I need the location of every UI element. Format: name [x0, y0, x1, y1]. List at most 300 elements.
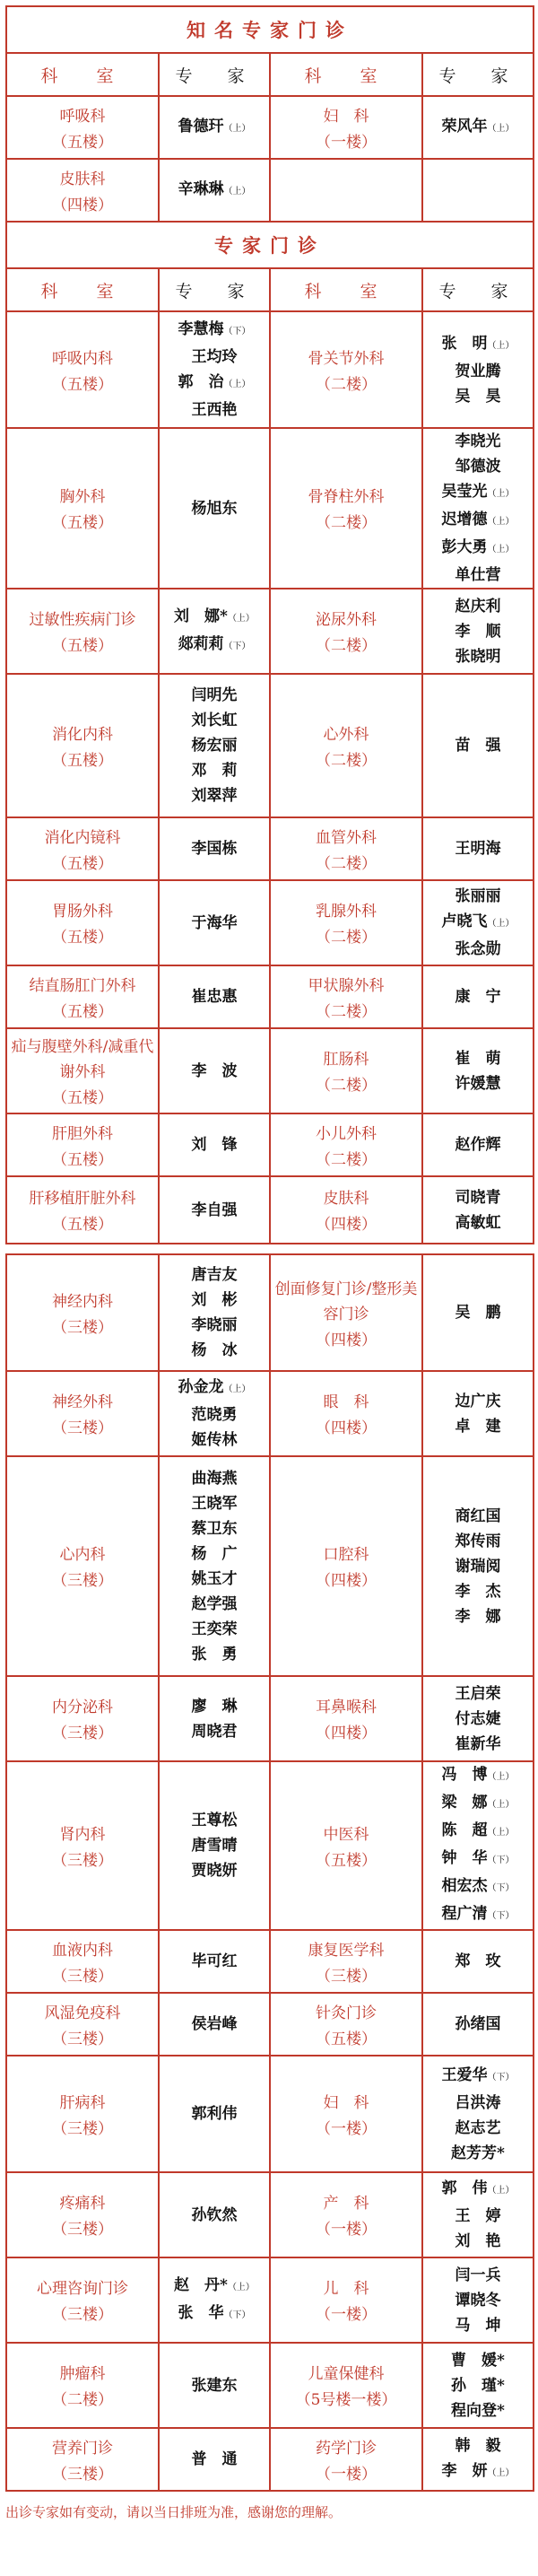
doctor-name: 李 妍 — [441, 2461, 488, 2480]
doctor-name: 边广庆 — [455, 1392, 501, 1410]
dept-cell — [6, 2428, 159, 2491]
dept-cell — [6, 2056, 159, 2172]
dept-name: 神经内科 — [52, 1292, 113, 1311]
dept-floor: （一楼） — [316, 2221, 377, 2239]
doctor-entry — [425, 2091, 531, 2116]
doctor-name: 蔡卫东 — [191, 1519, 238, 1538]
table-row — [6, 817, 534, 880]
doctor-name: 贺业腾 — [455, 362, 501, 380]
doctor-entry — [161, 370, 267, 397]
doctor-name: 吕洪涛 — [455, 2093, 501, 2112]
dept-cell — [270, 1456, 422, 1676]
doctor-entry — [425, 984, 531, 1009]
doctor-name: 彭大勇 — [441, 538, 488, 556]
doctor-name: 范晓勇 — [191, 1406, 238, 1424]
dept-name: 肝胆外科 — [52, 1124, 113, 1143]
table-row — [6, 674, 534, 817]
table-row — [6, 1254, 534, 1371]
doctor-name: 郭 伟 — [441, 2179, 488, 2197]
dept-floor: （五楼） — [52, 1089, 113, 1107]
doctor-name: 侯岩峰 — [191, 2015, 238, 2033]
famous-expert-title: 知名专家门诊 — [6, 6, 534, 53]
dept-floor: （四楼） — [316, 1331, 377, 1349]
doctor-name: 赵庆利 — [455, 597, 501, 616]
doctor-entry — [161, 911, 267, 936]
doctor-name: 单仕营 — [455, 566, 501, 584]
doctor-cell — [422, 2172, 534, 2257]
dept-cell — [270, 1254, 422, 1371]
doctor-entry — [425, 836, 531, 861]
doctor-entry — [425, 2063, 531, 2091]
doctor-entry — [425, 1818, 531, 1846]
doctor-entry — [161, 1402, 267, 1428]
doctor-name: 梁 娜 — [441, 1794, 488, 1812]
doctor-name: 迟增德 — [441, 511, 488, 528]
dept-floor: （五楼） — [316, 1851, 377, 1870]
dept-cell — [270, 159, 422, 222]
doctor-cell — [159, 2343, 270, 2428]
dept-cell — [6, 2343, 159, 2428]
doctor-cell — [159, 2428, 270, 2491]
doctor-name: 贾晓妍 — [191, 1862, 238, 1880]
dept-cell — [270, 880, 422, 965]
dept-cell — [6, 96, 159, 159]
dept-cell — [6, 2257, 159, 2343]
table-row — [6, 311, 534, 428]
doctor-entry — [161, 1313, 267, 1338]
dept-name: 呼吸内科 — [52, 349, 113, 368]
doctor-entry — [425, 1873, 531, 1901]
dept-floor: （四楼） — [316, 1216, 377, 1234]
doctor-name: 张 华 — [178, 2303, 224, 2322]
doctor-name: 孙绪国 — [455, 2015, 501, 2033]
dept-name: 儿 科 — [323, 2280, 369, 2298]
session-note: （上） — [223, 380, 251, 389]
doctor-entry — [161, 496, 267, 521]
dept-name: 血液内科 — [52, 1941, 113, 1960]
doctor-cell — [159, 159, 270, 222]
dept-floor: （三楼） — [52, 1419, 113, 1437]
dept-floor: （三楼） — [316, 1967, 377, 1986]
doctor-entry — [161, 604, 267, 632]
session-note: （下） — [223, 327, 251, 336]
doctor-cell — [159, 2257, 270, 2343]
dept-name: 血管外科 — [316, 828, 377, 847]
header-expert: 专 家 — [422, 268, 534, 311]
doctor-name: 李 波 — [191, 1061, 238, 1080]
dept-floor: （二楼） — [316, 751, 377, 770]
doctor-entry — [161, 2301, 267, 2328]
dept-cell — [270, 1028, 422, 1113]
dept-name: 妇 科 — [323, 107, 369, 126]
doctor-cell — [159, 880, 270, 965]
dept-floor: （四楼） — [316, 1572, 377, 1590]
dept-floor: （三楼） — [52, 1725, 113, 1742]
table-row — [6, 2428, 534, 2491]
dept-cell — [270, 2343, 422, 2428]
doctor-entry — [425, 1604, 531, 1629]
dept-name: 小儿外科 — [316, 1124, 377, 1143]
doctor-entry — [425, 909, 531, 937]
doctor-name: 张晓明 — [455, 647, 501, 666]
doctor-entry — [161, 1428, 267, 1453]
dept-name: 骨脊柱外科 — [308, 488, 385, 506]
dept-floor: （三楼） — [52, 1318, 113, 1337]
dept-name: 胸外科 — [59, 488, 106, 506]
header-dept: 科 室 — [6, 53, 159, 96]
dept-cell — [270, 817, 422, 880]
doctor-entry — [425, 1846, 531, 1873]
doctor-entry — [425, 2204, 531, 2229]
session-note: （上） — [223, 186, 251, 196]
doctor-entry — [425, 2141, 531, 2166]
dept-floor: （二楼） — [316, 929, 377, 947]
doctor-name: 于海华 — [191, 913, 238, 932]
doctor-cell — [159, 1676, 270, 1761]
doctor-entry — [425, 1579, 531, 1604]
dept-floor: （五楼） — [52, 1150, 113, 1169]
dept-cell — [6, 1254, 159, 1371]
doctor-entry — [425, 1071, 531, 1096]
doctor-name: 赵志艺 — [455, 2118, 501, 2137]
doctor-name: 卓 建 — [455, 1417, 501, 1436]
doctor-name: 程向登* — [451, 2401, 505, 2420]
doctor-name: 张 明 — [441, 334, 488, 353]
doctor-entry — [425, 1707, 531, 1732]
doctor-entry — [425, 2288, 531, 2313]
doctor-entry — [425, 331, 531, 359]
dept-cell — [6, 1993, 159, 2056]
doctor-name: 崔新华 — [455, 1734, 501, 1753]
header-expert: 专 家 — [159, 53, 270, 96]
doctor-name: 赵 丹* — [174, 2275, 228, 2294]
doctor-entry — [425, 535, 531, 563]
doctor-cell — [422, 1028, 534, 1113]
dept-name: 泌尿外科 — [316, 611, 377, 629]
doctor-name: 李慧梅 — [178, 320, 224, 338]
doctor-name: 赵作辉 — [455, 1136, 501, 1154]
dept-floor: （五楼） — [316, 2030, 377, 2048]
doctor-entry — [425, 1901, 531, 1929]
doctor-entry — [425, 1554, 531, 1579]
doctor-cell — [159, 1761, 270, 1930]
dept-cell — [270, 311, 422, 428]
dept-cell — [6, 817, 159, 880]
dept-cell — [6, 589, 159, 674]
doctor-name: 程广清 — [441, 1905, 488, 1923]
doctor-entry — [425, 1504, 531, 1529]
famous-header-row — [6, 53, 534, 96]
table-row — [6, 1028, 534, 1113]
doctor-entry — [161, 2273, 267, 2301]
doctor-name: 廖 琳 — [191, 1697, 238, 1716]
dept-cell — [270, 1761, 422, 1930]
dept-name: 甲状腺外科 — [308, 976, 385, 995]
doctor-name: 姬传林 — [191, 1431, 238, 1449]
dept-floor: （五楼） — [52, 514, 113, 532]
expert-clinic-title: 专家门诊 — [6, 222, 534, 268]
doctor-entry — [425, 479, 531, 507]
doctor-name: 王爱华 — [441, 2065, 488, 2084]
dept-floor: （二楼） — [316, 375, 377, 394]
doctor-name: 苗 强 — [455, 737, 501, 755]
doctor-entry — [161, 758, 267, 783]
doctor-entry — [425, 2373, 531, 2398]
doctor-name: 张 勇 — [191, 1645, 238, 1663]
doctor-cell — [159, 1028, 270, 1113]
doctor-cell — [422, 1456, 534, 1676]
doctor-entry — [425, 454, 531, 479]
doctor-entry — [425, 1762, 531, 1790]
dept-name: 消化内科 — [52, 725, 113, 744]
table-row — [6, 159, 534, 222]
dept-floor: （三楼） — [52, 2030, 113, 2048]
doctor-cell — [159, 1930, 270, 1993]
doctor-entry — [161, 1833, 267, 1858]
doctor-cell — [159, 1993, 270, 2056]
session-note: （上） — [227, 2282, 255, 2292]
dept-cell — [270, 1676, 422, 1761]
doctor-cell — [422, 1254, 534, 1371]
session-note: （上） — [487, 340, 515, 351]
doctor-entry — [161, 733, 267, 758]
doctor-entry — [425, 733, 531, 758]
doctor-name: 郑传雨 — [455, 1532, 501, 1550]
doctor-name: 唐吉友 — [191, 1266, 238, 1284]
dept-cell — [6, 965, 159, 1028]
doctor-entry — [425, 2116, 531, 2141]
dept-name: 消化内镜科 — [44, 828, 121, 847]
doctor-name: 谭晓冬 — [455, 2291, 501, 2310]
session-note: （下） — [487, 1856, 515, 1865]
doctor-cell — [422, 817, 534, 880]
doctor-name: 杨旭东 — [191, 499, 238, 518]
table-row — [6, 880, 534, 965]
session-note: （下） — [487, 1911, 515, 1921]
doctor-name: 姚玉才 — [191, 1569, 238, 1588]
doctor-entry — [425, 594, 531, 619]
doctor-name: 吴莹光 — [441, 483, 488, 501]
session-note: （上） — [223, 123, 251, 134]
doctor-name: 刘长虹 — [191, 712, 238, 729]
doctor-entry — [161, 114, 267, 142]
dept-cell — [6, 1371, 159, 1456]
dept-name: 心内科 — [59, 1546, 106, 1564]
doctor-name: 张念勋 — [455, 940, 501, 958]
dept-name: 皮肤科 — [59, 170, 106, 188]
doctor-entry — [161, 783, 267, 808]
doctor-entry — [161, 984, 267, 1009]
doctor-entry — [425, 884, 531, 909]
table-row — [6, 1993, 534, 2056]
dept-cell — [6, 428, 159, 589]
doctor-entry — [161, 1541, 267, 1567]
doctor-name: 郭 治 — [178, 373, 224, 391]
doctor-cell — [422, 674, 534, 817]
doctor-entry — [161, 683, 267, 708]
doctor-name: 谢瑞阅 — [455, 1557, 501, 1576]
doctor-entry — [425, 2458, 531, 2486]
doctor-cell — [159, 428, 270, 589]
doctor-cell — [422, 1993, 534, 2056]
session-note: （上） — [487, 123, 515, 134]
doctor-cell — [422, 2428, 534, 2491]
doctor-name: 冯 博 — [441, 1766, 488, 1784]
doctor-name: 王晓军 — [191, 1494, 238, 1513]
dept-name: 营养门诊 — [52, 2439, 113, 2458]
dept-name: 中医科 — [323, 1825, 369, 1844]
session-note: （上） — [487, 489, 515, 499]
table-row — [6, 1930, 534, 1993]
doctor-cell — [159, 1254, 270, 1371]
table-row — [6, 965, 534, 1028]
table-row — [6, 2257, 534, 2343]
doctor-entry — [425, 1300, 531, 1325]
doctor-name: 李晓丽 — [191, 1316, 238, 1334]
dept-name: 风湿免疫科 — [44, 2004, 121, 2022]
dept-cell — [270, 674, 422, 817]
doctor-name: 张丽丽 — [455, 887, 501, 905]
doctor-entry — [425, 619, 531, 644]
doctor-entry — [425, 1529, 531, 1554]
dept-cell — [270, 2056, 422, 2172]
doctor-entry — [425, 2012, 531, 2037]
session-note: （下） — [223, 2310, 251, 2320]
doctor-cell — [159, 311, 270, 428]
expert-clinic-table-continued — [5, 1253, 534, 2492]
doctor-entry — [161, 1491, 267, 1516]
dept-name: 心外科 — [323, 725, 369, 744]
doctor-name: 崔忠惠 — [191, 988, 238, 1006]
doctor-entry — [161, 1262, 267, 1288]
doctor-cell — [422, 96, 534, 159]
session-note: （上） — [487, 1772, 515, 1782]
dept-floor: （三楼） — [52, 2119, 113, 2138]
doctor-entry — [425, 1790, 531, 1818]
header-expert: 专 家 — [422, 53, 534, 96]
dept-cell — [270, 2172, 422, 2257]
table-row — [6, 2056, 534, 2172]
dept-cell — [270, 1113, 422, 1176]
doctor-entry — [425, 114, 531, 142]
dept-cell — [6, 1930, 159, 1993]
doctor-name: 卢晓飞 — [441, 913, 488, 930]
doctor-entry — [161, 1592, 267, 1617]
dept-floor: （三楼） — [52, 1572, 113, 1590]
doctor-cell — [422, 1930, 534, 1993]
doctor-entry — [425, 1732, 531, 1757]
doctor-entry — [425, 1046, 531, 1071]
dept-floor: （四楼） — [52, 196, 113, 214]
doctor-entry — [425, 2176, 531, 2204]
doctor-cell — [422, 589, 534, 674]
doctor-entry — [161, 177, 267, 205]
doctor-entry — [161, 2012, 267, 2037]
doctor-name: 赵学强 — [191, 1594, 238, 1613]
dept-name: 妇 科 — [323, 2093, 369, 2112]
dept-cell — [270, 1993, 422, 2056]
doctor-name: 杨 冰 — [191, 1341, 238, 1359]
doctor-name: 陈 超 — [441, 1821, 488, 1839]
dept-floor: （二楼） — [316, 1002, 377, 1021]
doctor-name: 钟 华 — [441, 1849, 488, 1867]
doctor-entry — [425, 2433, 531, 2458]
table-row — [6, 1113, 534, 1176]
doctor-cell — [159, 1456, 270, 1676]
doctor-entry — [425, 384, 531, 409]
dept-floor: （一楼） — [316, 2306, 377, 2324]
doctor-cell — [422, 428, 534, 589]
dept-name: 儿童保健科 — [308, 2365, 385, 2383]
doctor-cell — [159, 674, 270, 817]
doctor-name: 李国栋 — [191, 840, 238, 858]
dept-cell — [6, 880, 159, 965]
dept-floor: （二楼） — [316, 637, 377, 655]
dept-cell — [6, 311, 159, 428]
table-row — [6, 96, 534, 159]
doctor-name: 商红国 — [455, 1506, 501, 1525]
dept-cell — [270, 1176, 422, 1244]
doctor-name: 吴 鹏 — [455, 1304, 501, 1322]
dept-cell — [270, 1930, 422, 1993]
doctor-entry — [161, 1375, 267, 1402]
doctor-entry — [425, 1185, 531, 1210]
footer-note: 出诊专家如有变动，请以当日排班为准，感谢您的理解。 — [5, 2504, 343, 2520]
doctor-entry — [425, 2398, 531, 2423]
doctor-entry — [161, 1059, 267, 1084]
doctor-entry — [425, 507, 531, 535]
dept-name: 呼吸科 — [59, 107, 106, 126]
doctor-name: 相宏杰 — [441, 1877, 488, 1895]
table-row — [6, 589, 534, 674]
doctor-name: 张建东 — [191, 2376, 238, 2395]
table-row — [6, 1676, 534, 1761]
doctor-cell — [422, 2056, 534, 2172]
doctor-entry — [161, 836, 267, 861]
dept-floor: （五楼） — [52, 375, 113, 394]
dept-floor: （二楼） — [316, 1077, 377, 1095]
doctor-name: 高敏虹 — [455, 1213, 501, 1232]
dept-floor: （三楼） — [52, 2221, 113, 2239]
doctor-name: 邓 莉 — [191, 762, 238, 780]
doctor-name: 郯莉莉 — [178, 634, 224, 653]
session-note: （上） — [223, 1384, 251, 1394]
dept-name: 疝与腹壁外科/减重代谢外科 — [11, 1038, 154, 1081]
doctor-cell — [422, 159, 534, 222]
dept-name: 肾内科 — [59, 1825, 106, 1844]
dept-floor: （二楼） — [316, 514, 377, 532]
session-note: （下） — [223, 641, 251, 651]
dept-cell — [270, 428, 422, 589]
dept-floor: （三楼） — [52, 1967, 113, 1986]
dept-floor: （五楼） — [52, 1002, 113, 1021]
doctor-cell — [159, 1371, 270, 1456]
doctor-name: 韩 毅 — [455, 2436, 501, 2455]
doctor-name: 唐雪晴 — [191, 1837, 238, 1855]
dept-cell — [6, 159, 159, 222]
dept-floor: （三楼） — [52, 1851, 113, 1870]
dept-cell — [6, 1113, 159, 1176]
doctor-name: 闫一兵 — [455, 2266, 501, 2284]
doctor-entry — [425, 429, 531, 454]
dept-name: 心理咨询门诊 — [37, 2280, 128, 2298]
doctor-name: 王奕荣 — [191, 1620, 238, 1638]
dept-name: 针灸门诊 — [316, 2004, 377, 2022]
dept-cell — [270, 2257, 422, 2343]
doctor-name: 付志婕 — [455, 1709, 501, 1728]
dept-floor: （四楼） — [316, 1725, 377, 1742]
doctor-entry — [161, 1617, 267, 1642]
